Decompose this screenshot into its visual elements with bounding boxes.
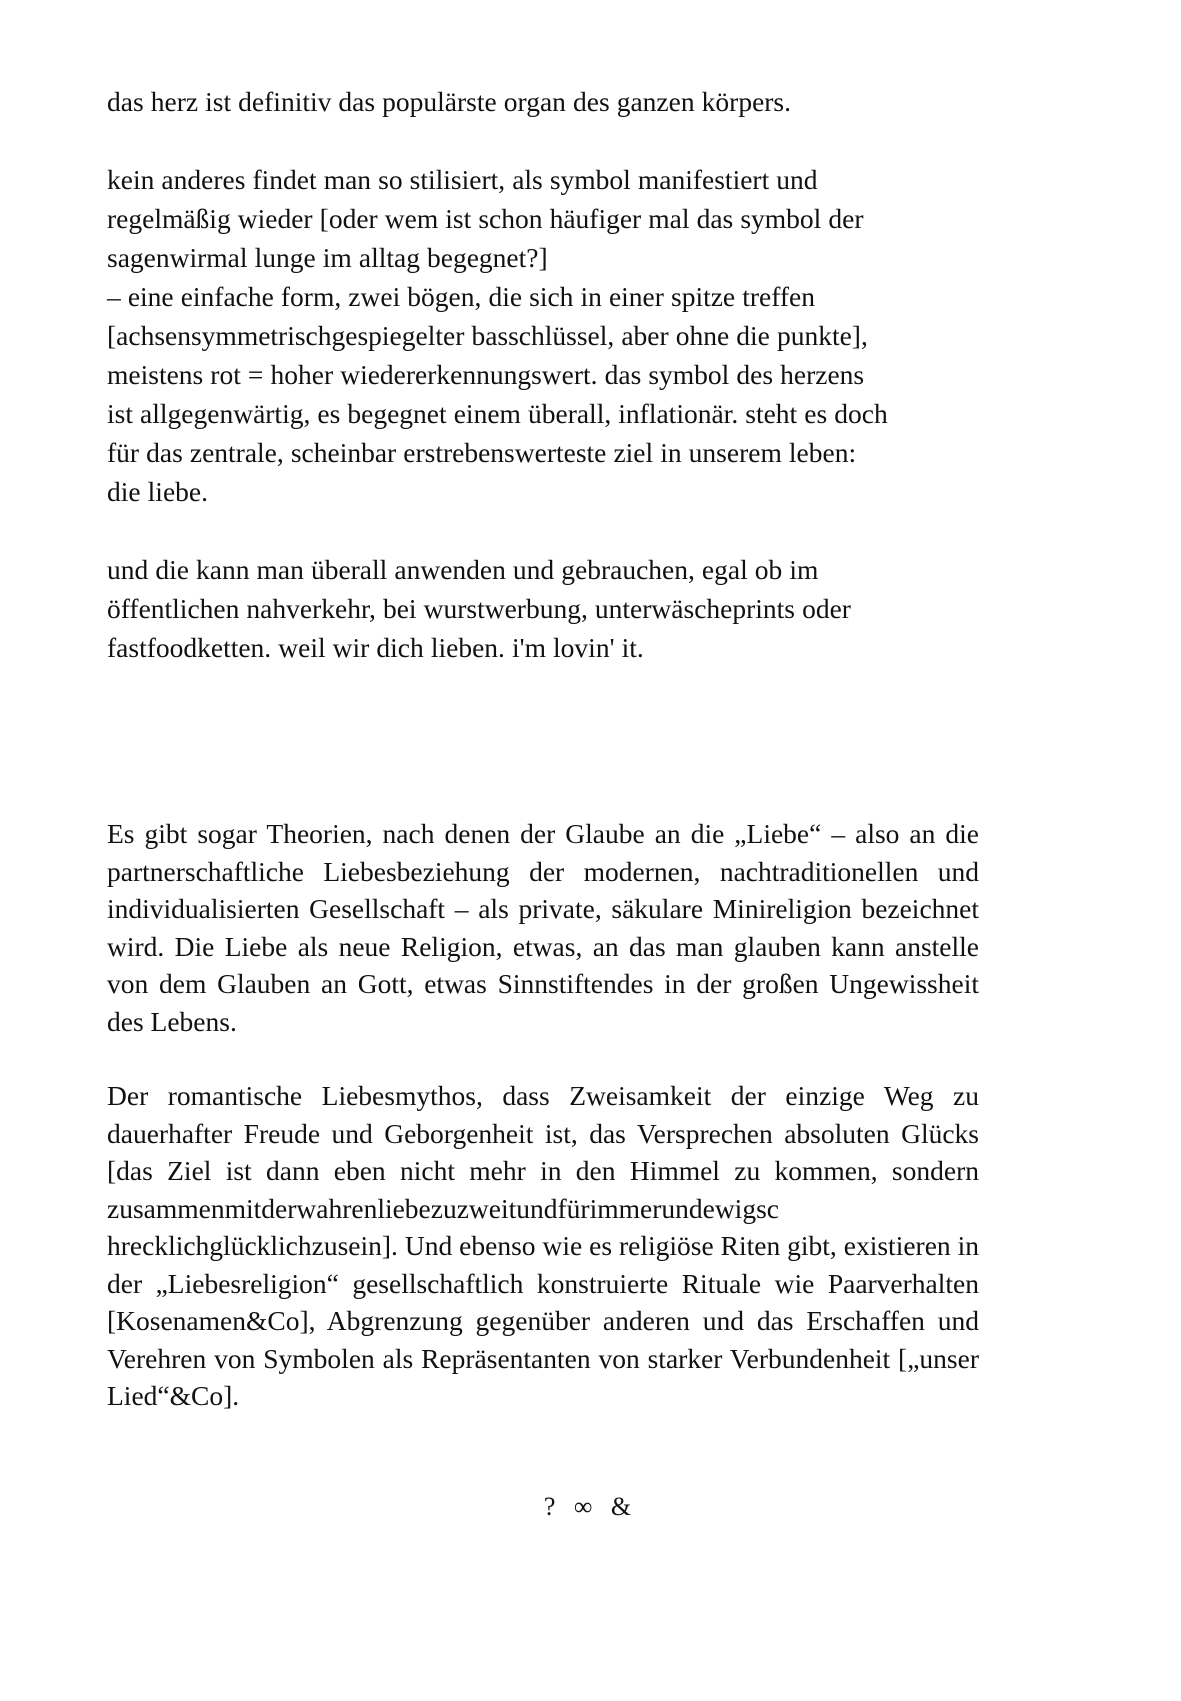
paragraph-spacer <box>107 511 979 550</box>
text-line: [achsensymmetrischgespiegelter basschlüssel, aber ohne die punkte], <box>107 320 868 351</box>
page-footer <box>0 1492 1181 1522</box>
section-one <box>107 82 979 667</box>
text-line: und die kann man überall anwenden und gebrauchen, egal ob im <box>107 554 819 585</box>
text-line: die liebe. <box>107 476 208 507</box>
paragraph-symbol-description <box>107 160 979 511</box>
paragraph-intro: das herz ist definitiv das populärste organ des ganzen körpers. <box>107 86 792 117</box>
text-line: regelmäßig wieder [oder wem ist schon häufiger mal das symbol der <box>107 203 864 234</box>
text-line: sagenwirmal lunge im alltag begegnet?] <box>107 242 548 273</box>
text-line: – eine einfache form, zwei bögen, die sich in einer spitze treffen <box>107 281 815 312</box>
text-line: öffentlichen nahverkehr, bei wurstwerbung, unterwäscheprints oder <box>107 593 851 624</box>
paragraph-spacer <box>107 1040 979 1077</box>
section-spacer <box>107 667 979 815</box>
footer-marks: ? ∞ & <box>543 1492 638 1521</box>
text-line: meistens rot = hoher wiedererkennungswert. das symbol des herzens <box>107 359 865 390</box>
section-two <box>107 815 979 1415</box>
text-line: ist allgegenwärtig, es begegnet einem überall, inflationär. steht es doch <box>107 398 888 429</box>
text-line: fastfoodketten. weil wir dich lieben. i'm lovin' it. <box>107 632 644 663</box>
paragraph-love-everywhere <box>107 550 979 667</box>
page-content <box>107 82 979 1415</box>
text-line: kein anderes findet man so stilisiert, als symbol manifestiert und <box>107 164 818 195</box>
paragraph-liebesmythos: Der romantische Liebesmythos, dass Zweisamkeit der einzige Weg zu dauerhafter Freude und Geborgenheit ist, das Versprechen absoluten Glücks [das Ziel ist dann eben nicht mehr in den Himmel zu kommen, sondern zusammenmitderwahrenliebezuzweitundfürimmerundewigsc hrecklichglücklichzusein]. Und ebenso wie es religiöse Riten gibt, existieren in der „Liebesreligion“ gesellschaftlich konstruierte Rituale wie Paarverhalten [Kosenamen&Co], Abgrenzung gegenüber anderen und das Erschaffen und Verehren von Symbolen als Repräsentanten von starker Verbundenheit [„unser Lied“&Co]. <box>107 1080 979 1411</box>
paragraph-minireligion: Es gibt sogar Theorien, nach denen der Glaube an die „Liebe“ – also an die partnerschaftliche Liebesbeziehung der modernen, nachtraditionellen und individualisierten Gesellschaft – als private, säkulare Minireligion bezeichnet wird. Die Liebe als neue Religion, etwas, an das man glauben kann anstelle von dem Glauben an Gott, etwas Sinnstiftendes in der großen Ungewissheit des Lebens. <box>107 818 979 1037</box>
paragraph-spacer <box>107 121 979 160</box>
text-line: für das zentrale, scheinbar erstrebenswerteste ziel in unserem leben: <box>107 437 857 468</box>
